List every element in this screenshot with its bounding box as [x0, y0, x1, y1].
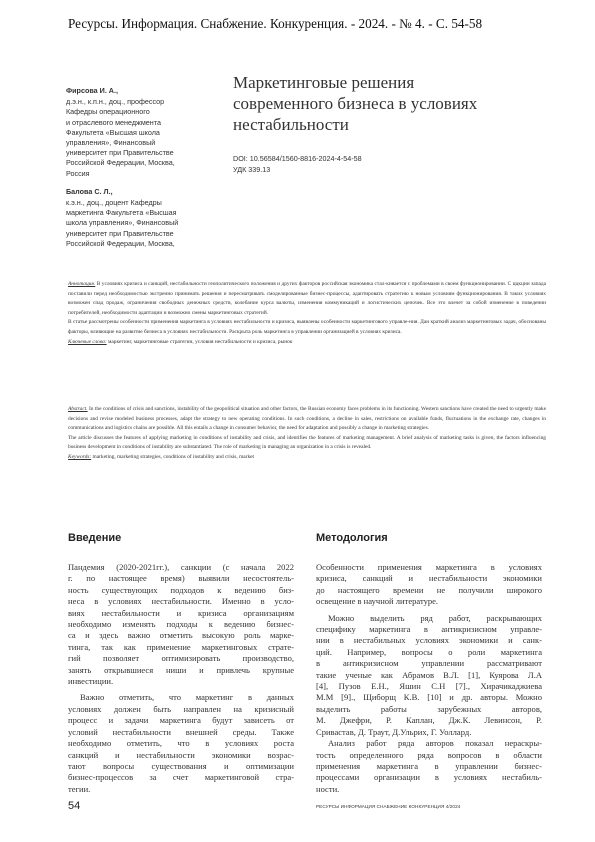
text-line: освещение в научной литературе.	[316, 596, 439, 607]
keywords-en-label: Keywords:	[68, 453, 92, 460]
author-affiliation-line: управления», Финансовый	[66, 138, 156, 148]
text-line: Сривастав, Д. Траут, Д.Ульрих, Г. Уоллард.	[316, 726, 472, 737]
abstract-ru	[68, 280, 546, 347]
text-line: гий позволяет оптимизировать производство,	[68, 653, 294, 664]
right-column	[316, 532, 542, 795]
author-name: Фирсова И. А.,	[66, 86, 118, 95]
article-title	[233, 72, 477, 135]
author-affiliation-line: Факультета «Высшая школа	[66, 127, 160, 137]
author-affiliation-line: Кафедры операционного	[66, 107, 150, 117]
text-line: М. Джефри, Р. Каплан, Дж.К. Левинсон, Р.	[316, 715, 542, 726]
author-affiliation-line: университет при Правительстве	[66, 148, 174, 158]
footer-journal-name: РЕСУРСЫ ИНФОРМАЦИЯ СНАБЖЕНИЕ КОНКУРЕНЦИЯ 4/2024	[316, 804, 461, 809]
abstract-en-paragraph	[68, 405, 546, 434]
abstract-en	[68, 405, 546, 463]
abstract-en-paragraph	[68, 434, 546, 453]
doi: DOI: 10.56584/1560-8816-2024-4-54-58	[233, 154, 362, 163]
abstract-ru-label: Аннотация.	[68, 281, 96, 287]
author-affiliation-line: к.э.н., доц., доцент Кафедры	[66, 198, 162, 208]
section-heading-introduction: Введение	[68, 532, 122, 544]
text-line: необходимо изменять подходы к ведению бизнес-	[68, 619, 294, 630]
udc: УДК 339.13	[233, 165, 271, 174]
journal-header: Ресурсы. Информация. Снабжение. Конкуренция. - 2024. - № 4. - С. 54-58	[68, 16, 483, 31]
abstract-ru-text: В условиях кризиса и санкций, нестабильности геополитического положения и других факторов российская экономика стал-кивается с проблемами в своем функционировании. С ццкции запада поставили перед необходимостью экстренно принимать решения и пересматривать смоделированные бизнес-процессы, адаптировать стратегию к новым условиям функционирования. В таких условиях возможен спад продаж, ограничения свободных денежных средств, колебание курса валюты, изменения коммуникаций и логистических цепочек. Все это влечет за собой изменение в поведении потребителей, необходимости адаптации и возможно смены маркетинговых стратегий.	[68, 281, 546, 316]
page-number: 54	[68, 800, 81, 812]
text-line: процессами организации в условиях нестабиль-	[316, 772, 542, 783]
text-line: необходимо отметить, что в условиях роста	[68, 738, 294, 749]
text-line: Можно выделить ряд работ, раскрывающих	[328, 612, 542, 623]
author-affiliation-line: и отраслевого менеджмента	[66, 117, 161, 127]
text-line: ности.	[316, 783, 340, 794]
author-affiliation-line: Российской Федерации, Москва,	[66, 158, 175, 168]
text-line: такие ученые как Абрамов В.Л. [1], Куярова Л.А	[316, 669, 542, 680]
text-line: М.М [9]., Щиборщ К.В. [10] и др. авторы. Можно	[316, 692, 542, 703]
text-line: в антикризисном управлении рассматривают	[316, 658, 542, 669]
title-line: Маркетинговые решения	[233, 73, 415, 92]
text-line: ций. Например, вопросы о роли маркетинга	[316, 646, 542, 657]
author-1	[66, 86, 216, 179]
text-line: санкций и нестабильности экономики возрас-	[68, 749, 294, 760]
title-line: современного бизнеса в условиях	[233, 94, 478, 113]
text-line: неса в условиях нестабильности. Именно в усло-	[68, 596, 294, 607]
text-line: [4], Пузов Е.Н., Яшин С.Н [7]., Хирачикаджиева	[316, 681, 542, 692]
text-line: Особенности применения маркетинга в условиях	[316, 562, 542, 572]
text-line: тинга, так как применение маркетинговых страте-	[68, 641, 294, 652]
text-line: условий нестабильности внешней среды. Также	[68, 726, 294, 737]
author-affiliation-line: Россия	[66, 168, 90, 178]
text-line: занять открывшиеся ниши и привлечь крупные	[68, 664, 294, 675]
text-line: процесс и задачи маркетинга будут зависеть от	[68, 715, 294, 726]
author-affiliation-line: школа управления», Финансовый	[66, 218, 179, 228]
abstract-en-text-2: The article discusses the features of applying marketing in conditions of instability and crisis, and identifies the features of marketing management. A brief analysis of marketing tasks is given, the factors influencing business development in conditions of instability are substantiated. The role of marketing in managing an organization in a crisis is revealed.	[68, 434, 546, 451]
text-line: нии в нестабильных условиях экономики и санк-	[316, 635, 542, 646]
text-line: бизнес-процессов за счет маркетинговой стра-	[68, 772, 294, 783]
keywords-ru-label: Ключевые слова:	[68, 338, 107, 345]
abstract-ru-text-2: В статье рассмотрены особенности применения маркетинга в условиях нестабильности и кризиса, выявлены особенности маркетингового управле-ния. Дан краткий анализ маркетинговых задач, обоснованы факторы, влияющие на развитие бизнеса в условиях нестабильности. Раскрыта роль маркетинга в управлении организацией в условиях кризиса.	[68, 319, 546, 335]
text-line: Пандемия (2020-2021гг.), санкции (с начала 2022	[68, 562, 294, 572]
keywords-ru-text: маркетинг, маркетинговые стратегии, условия нестабильности и кризиса, рынок	[106, 338, 293, 345]
author-affiliation-line: Российской Федерации, Москва,	[66, 238, 175, 248]
text-line: тают вопросы существования и оптимизации	[68, 760, 294, 771]
text-line: ность существующих подходов к ведению биз-	[68, 584, 294, 595]
introduction-text	[68, 562, 294, 795]
keywords-ru	[68, 338, 546, 348]
article-identifiers	[233, 153, 362, 175]
text-line: специфику маркетинга в антикризисном управле-	[316, 624, 542, 635]
text-line: тегии.	[68, 783, 91, 794]
title-line: нестабильности	[233, 115, 349, 134]
text-line: кризиса, санкций и нестабильности экономики	[316, 573, 542, 584]
methodology-text	[316, 562, 542, 795]
authors-block	[66, 86, 216, 257]
text-line: инвестиции.	[68, 676, 114, 687]
abstract-en-label: Abstract.	[68, 406, 88, 412]
author-affiliation-line: д.э.н., к.п.н., доц., профессор	[66, 97, 165, 107]
text-line: виях нестабильности и кризиса организациям	[68, 607, 294, 618]
text-line: до настоящего времени не получили широкого	[316, 584, 542, 595]
author-name: Балова С. Л.,	[66, 186, 113, 196]
abstract-ru-paragraph	[68, 280, 546, 318]
section-heading-methodology: Методология	[316, 532, 388, 544]
author-2	[66, 187, 216, 249]
text-line: г. по настоящее время) выявили несостоятель-	[68, 573, 294, 584]
text-line: условиях должен быть направлен на кризисный	[68, 703, 294, 714]
text-line: тость определенного ряда вопросов в области	[316, 749, 542, 760]
text-line: Важно отметить, что маркетинг в данных	[80, 692, 294, 703]
author-affiliation-line: маркетинга Факультета «Высшая	[66, 208, 177, 218]
keywords-en	[68, 453, 546, 463]
author-affiliation-line: университет при Правительстве	[66, 228, 174, 238]
text-line: выделить работы зарубежных авторов,	[316, 703, 542, 714]
keywords-en-text: marketing, marketing strategies, conditions of instability and crisis, market	[91, 453, 255, 460]
abstract-ru-paragraph	[68, 318, 546, 337]
text-line: са и здесь важно отметить высокую роль марке-	[68, 630, 294, 641]
text-line: Анализ работ ряда авторов показал нераскры-	[328, 738, 542, 749]
left-column	[68, 532, 294, 795]
abstract-en-text: In the conditions of crisis and sanctions, instability of the geopolitical situation and other factors, the Russian economy faces problems in its functioning. Western sanctions have created the need to urgently make decisions and revise modeled business processes, adapt the strategy to new operating conditions. In such conditions, a decline in sales, restrictions on available funds, fluctuations in the exchange rate, changes in communications and logistics chains are possible. All this entails a change in consumer behavior, the need for adaptation and possibly a change in marketing strategies.	[68, 406, 546, 432]
text-line: применения маркетинга в управлении бизнес-	[316, 760, 542, 771]
